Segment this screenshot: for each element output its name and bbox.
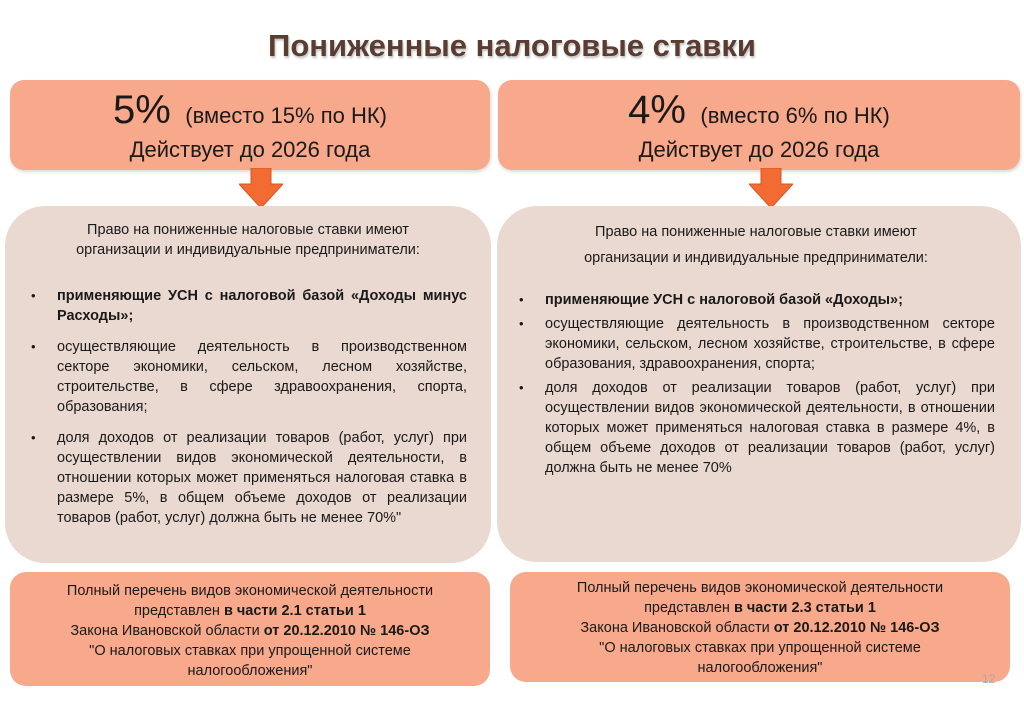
slide-title: Пониженные налоговые ставки	[268, 28, 756, 63]
list-item: • доля доходов от реализации товаров (работ, услуг) при осуществлении видов экономической деятельности, в отношении которых может применяться налоговая ставка в размере 5%, в общем объеме доходов от реализации товаров (работ, услуг) должна быть не менее 70%"	[31, 430, 467, 526]
rate-note: (вместо 15% по НК)	[185, 103, 387, 128]
conditions-intro: Право на пониженные налоговые ставки имеют организации и индивидуальные предприниматели:	[76, 222, 420, 258]
conditions-list	[517, 290, 995, 478]
conditions-intro: Право на пониженные налоговые ставки имеют организации и индивидуальные предприниматели:	[584, 224, 928, 266]
conditions-box-right	[497, 206, 1021, 562]
list-item: • осуществляющие деятельность в производственном секторе экономики, сельском, лесном хозяйстве, строительстве, в сфере здравоохранения, спорта, образования;	[31, 339, 467, 415]
rate-validity: Действует до 2026 года	[638, 137, 880, 162]
page-number: 12	[982, 672, 996, 686]
list-item: • осуществляющие деятельность в производственном секторе экономики, сельском, лесном хозяйстве, строительстве, в сфере образования, здравоохранения, спорта;	[519, 316, 995, 372]
law-reference-box-left: Полный перечень видов экономической деятельности представлен в части 2.1 статьи 1 Закона Ивановской области от 20.12.2010 № 146-ОЗ "О налоговых ставках при упрощенной системе налогообложения"	[10, 572, 490, 686]
list-item: • применяющие УСН с налоговой базой «Доходы минус Расходы»;	[31, 288, 467, 324]
down-arrow-icon	[749, 168, 793, 208]
conditions-list	[29, 286, 467, 528]
rate-box-left	[10, 80, 490, 170]
list-item: • доля доходов от реализации товаров (работ, услуг) при осуществлении видов экономической деятельности, в отношении которых может применяться налоговая ставка в размере 4%, в общем объеме доходов от реализации товаров (работ, услуг) должна быть не менее 70%	[519, 380, 995, 476]
rate-value: 4%	[628, 88, 686, 132]
rate-note: (вместо 6% по НК)	[700, 103, 890, 128]
rate-box-right	[498, 80, 1020, 170]
conditions-box-left	[5, 206, 491, 563]
rate-validity: Действует до 2026 года	[129, 137, 371, 162]
down-arrow-icon	[239, 168, 283, 208]
list-item: • применяющие УСН с налоговой базой «Доходы»;	[519, 292, 903, 308]
rate-value: 5%	[112, 88, 171, 132]
law-reference-box-right: Полный перечень видов экономической деятельности представлен в части 2.3 статьи 1 Закона Ивановской области от 20.12.2010 № 146-ОЗ "О налоговых ставках при упрощенной системе налогообложения"	[510, 572, 1010, 682]
